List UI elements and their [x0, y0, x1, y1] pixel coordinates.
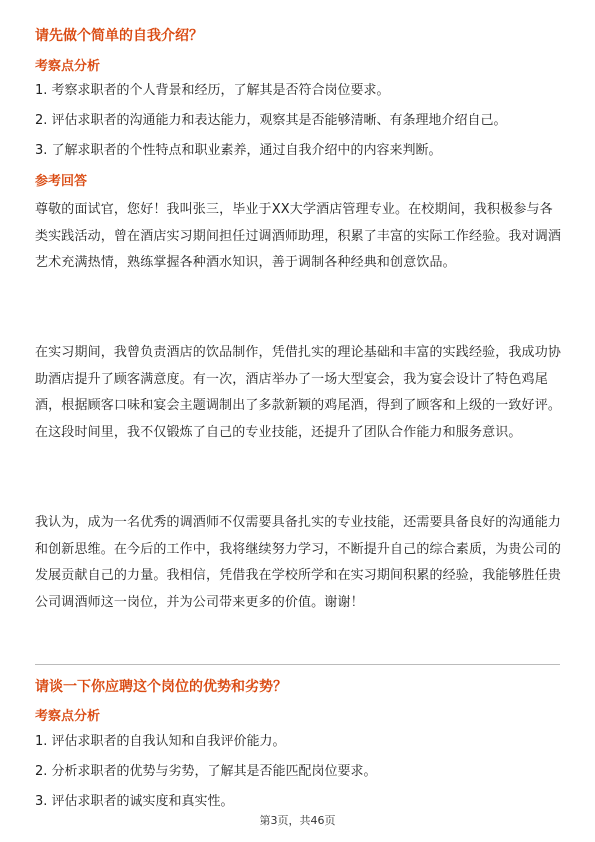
q2-analysis-heading: 考察点分析 — [35, 709, 101, 724]
question-1-title: 请先做个简单的自我介绍？ — [35, 28, 203, 44]
q1-answer-paragraph: 在实习期间，我曾负责酒店的饮品制作，凭借扎实的理论基础和丰富的实践经验，我成功协助酒店提升了顾客满意度。有一次，酒店举办了一场大型宴会，我为宴会设计了特色鸡尾酒，根据顾客口味和宴会主题调制出了多款新颖的鸡尾酒，得到了顾客和上级的一致好评。在这段时间里，我不仅锻炼了自己的专业技能，还提升了团队合作能力和服务意识。 — [35, 345, 562, 440]
q1-answer-heading: 参考回答 — [35, 174, 88, 189]
q2-analysis-item: 3. 评估求职者的诚实度和真实性。 — [35, 794, 234, 809]
q2-analysis-item: 1. 评估求职者的自我认知和自我评价能力。 — [35, 734, 286, 749]
question-2-title: 请谈一下你应聘这个岗位的优势和劣势？ — [35, 679, 287, 695]
q2-analysis-item: 2. 分析求职者的优势与劣势，了解其是否能匹配岗位要求。 — [35, 764, 377, 779]
q1-analysis-item: 3. 了解求职者的个性特点和职业素养，通过自我介绍中的内容来判断。 — [35, 143, 442, 158]
page-footer: 第3页，共46页 — [259, 814, 336, 827]
q1-answer-paragraph: 我认为，成为一名优秀的调酒师不仅需要具备扎实的专业技能，还需要具备良好的沟通能力和创新思维。在今后的工作中，我将继续努力学习，不断提升自己的综合素质，为贵公司的发展贡献自己的力量。我相信，凭借我在学校所学和在实习期间积累的经验，我能够胜任贵公司调酒师这一岗位，并为公司带来更多的价值。谢谢！ — [35, 515, 562, 610]
section-divider — [35, 664, 560, 665]
q1-analysis-item: 2. 评估求职者的沟通能力和表达能力，观察其是否能够清晰、有条理地介绍自己。 — [35, 113, 507, 128]
q1-answer-paragraph: 尊敬的面试官，您好！我叫张三，毕业于XX大学酒店管理专业。在校期间，我积极参与各类实践活动，曾在酒店实习期间担任过调酒师助理，积累了丰富的实际工作经验。我对调酒艺术充满热情，熟练掌握各种酒水知识，善于调制各种经典和创意饮品。 — [35, 202, 562, 270]
q1-analysis-item: 1. 考察求职者的个人背景和经历，了解其是否符合岗位要求。 — [35, 83, 390, 98]
q1-analysis-heading: 考察点分析 — [35, 59, 101, 74]
